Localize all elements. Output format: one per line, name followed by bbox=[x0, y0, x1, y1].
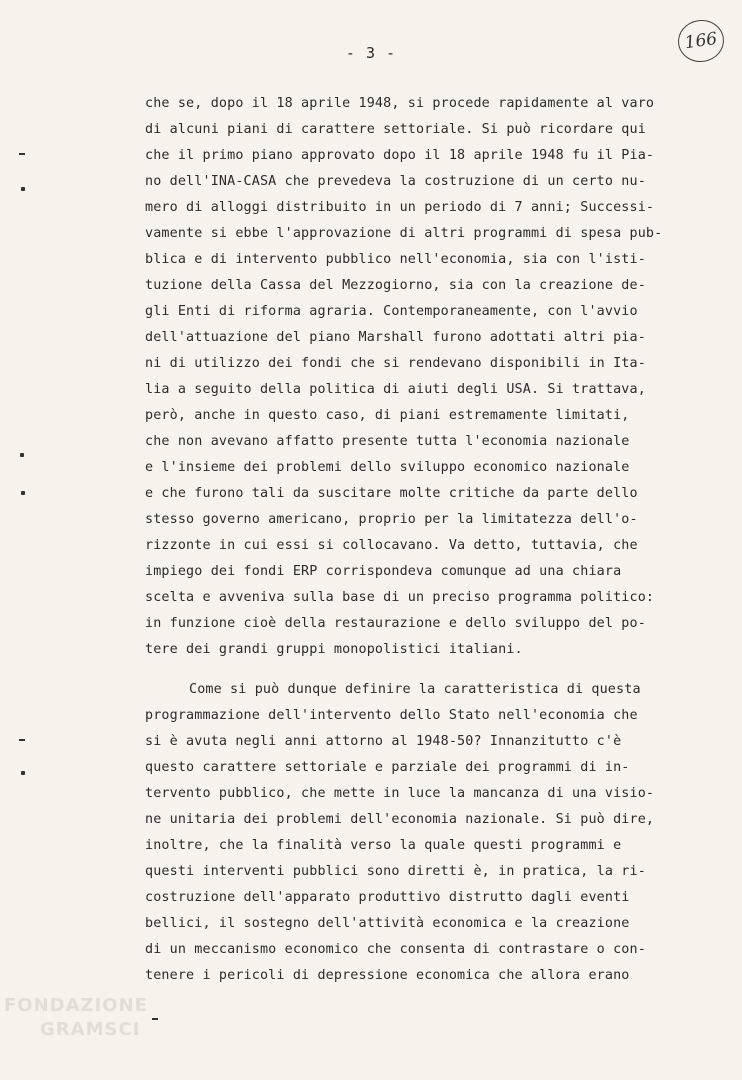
text-line: lia a seguito della politica di aiuti degli USA. Si trattava, bbox=[145, 382, 646, 397]
document-body bbox=[145, 91, 725, 989]
text-line: Come si può dunque definire la caratteristica di questa bbox=[189, 682, 641, 697]
archive-number: 166 bbox=[683, 28, 719, 54]
text-line: dell'attuazione del piano Marshall furono adottati altri pia- bbox=[145, 330, 646, 345]
text-line: vamente si ebbe l'approvazione di altri programmi di spesa pub- bbox=[145, 226, 663, 241]
text-line: tervento pubblico, che mette in luce la mancanza di una visio- bbox=[145, 786, 655, 801]
text-line: però, anche in questo caso, di piani estremamente limitati, bbox=[145, 408, 630, 423]
margin-mark bbox=[21, 187, 25, 191]
text-line: ne unitaria dei problemi dell'economia nazionale. Si può dire, bbox=[145, 812, 655, 827]
text-line: e l'insieme dei problemi dello sviluppo economico nazionale bbox=[145, 460, 630, 475]
text-line: programmazione dell'intervento dello Stato nell'economia che bbox=[145, 708, 638, 723]
margin-mark bbox=[19, 739, 25, 741]
text-line: questo carattere settoriale e parziale dei programmi di in- bbox=[145, 760, 630, 775]
text-line: di alcuni piani di carattere settoriale. Si può ricordare qui bbox=[145, 122, 646, 137]
text-line: che il primo piano approvato dopo il 18 aprile 1948 fu il Pia- bbox=[145, 148, 655, 163]
watermark-line-1: FONDAZIONE bbox=[4, 995, 148, 1016]
text-line: gli Enti di riforma agraria. Contemporaneamente, con l'avvio bbox=[145, 304, 638, 319]
text-line: stesso governo americano, proprio per la limitatezza dell'o- bbox=[145, 512, 638, 527]
text-line: tere dei grandi gruppi monopolistici italiani. bbox=[145, 642, 523, 657]
text-line: rizzonte in cui essi si collocavano. Va detto, tuttavia, che bbox=[145, 538, 638, 553]
text-line: mero di alloggi distribuito in un periodo di 7 anni; Successi- bbox=[145, 200, 655, 215]
text-line: tenere i pericoli di depressione economica che allora erano bbox=[145, 968, 630, 983]
margin-mark bbox=[21, 491, 25, 495]
margin-mark bbox=[20, 453, 24, 457]
archive-watermark bbox=[4, 994, 148, 1042]
watermark-line-2: GRAMSCI bbox=[40, 1019, 141, 1040]
margin-mark bbox=[21, 771, 25, 775]
text-line: ni di utilizzo dei fondi che si rendevano disponibili in Ita- bbox=[145, 356, 646, 371]
text-line: scelta e avveniva sulla base di un preciso programma politico: bbox=[145, 590, 655, 605]
margin-mark bbox=[19, 153, 25, 155]
text-line: inoltre, che la finalità verso la quale questi programmi e bbox=[145, 838, 622, 853]
text-line: no dell'INA-CASA che prevedeva la costruzione di un certo nu- bbox=[145, 174, 646, 189]
text-line: che non avevano affatto presente tutta l'economia nazionale bbox=[145, 434, 630, 449]
text-line: costruzione dell'apparato produttivo distrutto dagli eventi bbox=[145, 890, 630, 905]
text-line: bellici, il sostegno dell'attività economica e la creazione bbox=[145, 916, 630, 931]
text-line: in funzione cioè della restaurazione e dello sviluppo del po- bbox=[145, 616, 646, 631]
text-line: che se, dopo il 18 aprile 1948, si procede rapidamente al varo bbox=[145, 96, 655, 111]
paragraph-1 bbox=[145, 91, 725, 663]
text-line: si è avuta negli anni attorno al 1948-50? Innanzitutto c'è bbox=[145, 734, 622, 749]
text-line: tuzione della Cassa del Mezzogiorno, sia con la creazione de- bbox=[145, 278, 646, 293]
text-line: blica e di intervento pubblico nell'economia, sia con l'isti- bbox=[145, 252, 646, 267]
text-line: impiego dei fondi ERP corrispondeva comunque ad una chiara bbox=[145, 564, 622, 579]
text-line: di un meccanismo economico che consenta di contrastare o con- bbox=[145, 942, 646, 957]
margin-mark bbox=[152, 1018, 158, 1020]
text-line: questi interventi pubblici sono diretti è, in pratica, la ri- bbox=[145, 864, 646, 879]
paragraph-2 bbox=[145, 677, 725, 989]
page-number: - 3 - bbox=[345, 44, 397, 62]
text-line: e che furono tali da suscitare molte critiche da parte dello bbox=[145, 486, 638, 501]
